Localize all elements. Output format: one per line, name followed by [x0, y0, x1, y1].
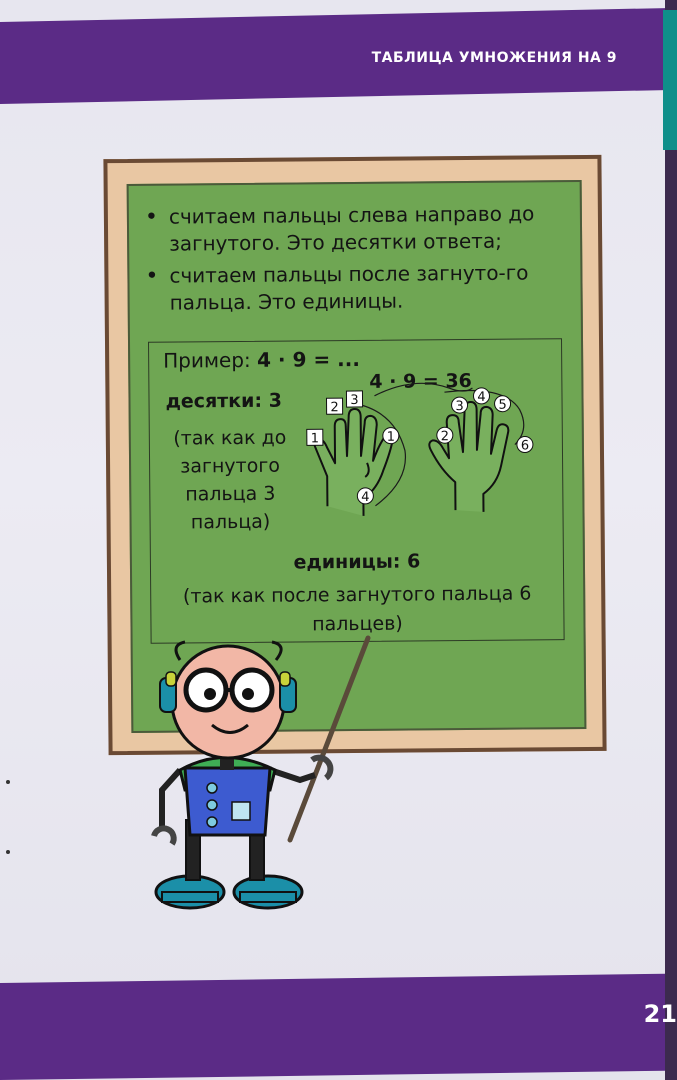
- example-title: [163, 347, 360, 373]
- finger-number: 4: [477, 389, 486, 405]
- finger-number: 6: [520, 438, 530, 454]
- example-equation: 4 · 9 = 36: [369, 369, 472, 393]
- page-mark: [6, 780, 10, 784]
- example-title-expression: 4 · 9 = ...: [256, 346, 361, 372]
- finger-number: 1: [310, 431, 320, 447]
- example-box: [148, 338, 565, 644]
- finger-number: 1: [386, 429, 396, 445]
- page-mark: [6, 850, 10, 854]
- tens-note: (так как до загнутого пальца 3 пальца): [173, 426, 287, 534]
- units-label: единицы: 6: [293, 550, 421, 574]
- page-header-title: ТАБЛИЦА УМНОЖЕНИЯ НА 9: [371, 50, 617, 66]
- rules-list: [143, 200, 573, 322]
- rule-item: • считаем пальцы слева направо до загнутого. Это десятки ответа;: [143, 200, 572, 258]
- finger-number: 2: [440, 429, 450, 445]
- page-edge-accent: [663, 10, 677, 150]
- page-number: 21: [643, 1000, 677, 1028]
- robot-teacher-illustration: [140, 630, 380, 920]
- finger-number: 2: [330, 400, 339, 416]
- tens-label: десятки: 3: [165, 389, 282, 413]
- finger-number: 5: [498, 397, 507, 413]
- rule-item: • считаем пальцы после загнуто-го пальца. Это единицы.: [143, 259, 572, 317]
- footer-band: [0, 974, 665, 1080]
- finger-number: 4: [361, 489, 370, 505]
- finger-number: 3: [350, 392, 359, 409]
- right-hand-icon: [429, 402, 509, 513]
- hands-illustration: [304, 379, 555, 541]
- example-title-prefix: Пример:: [163, 347, 258, 373]
- finger-number: 3: [455, 399, 464, 415]
- units-note: (так как после загнутого пальца 6 пальцев): [182, 582, 532, 636]
